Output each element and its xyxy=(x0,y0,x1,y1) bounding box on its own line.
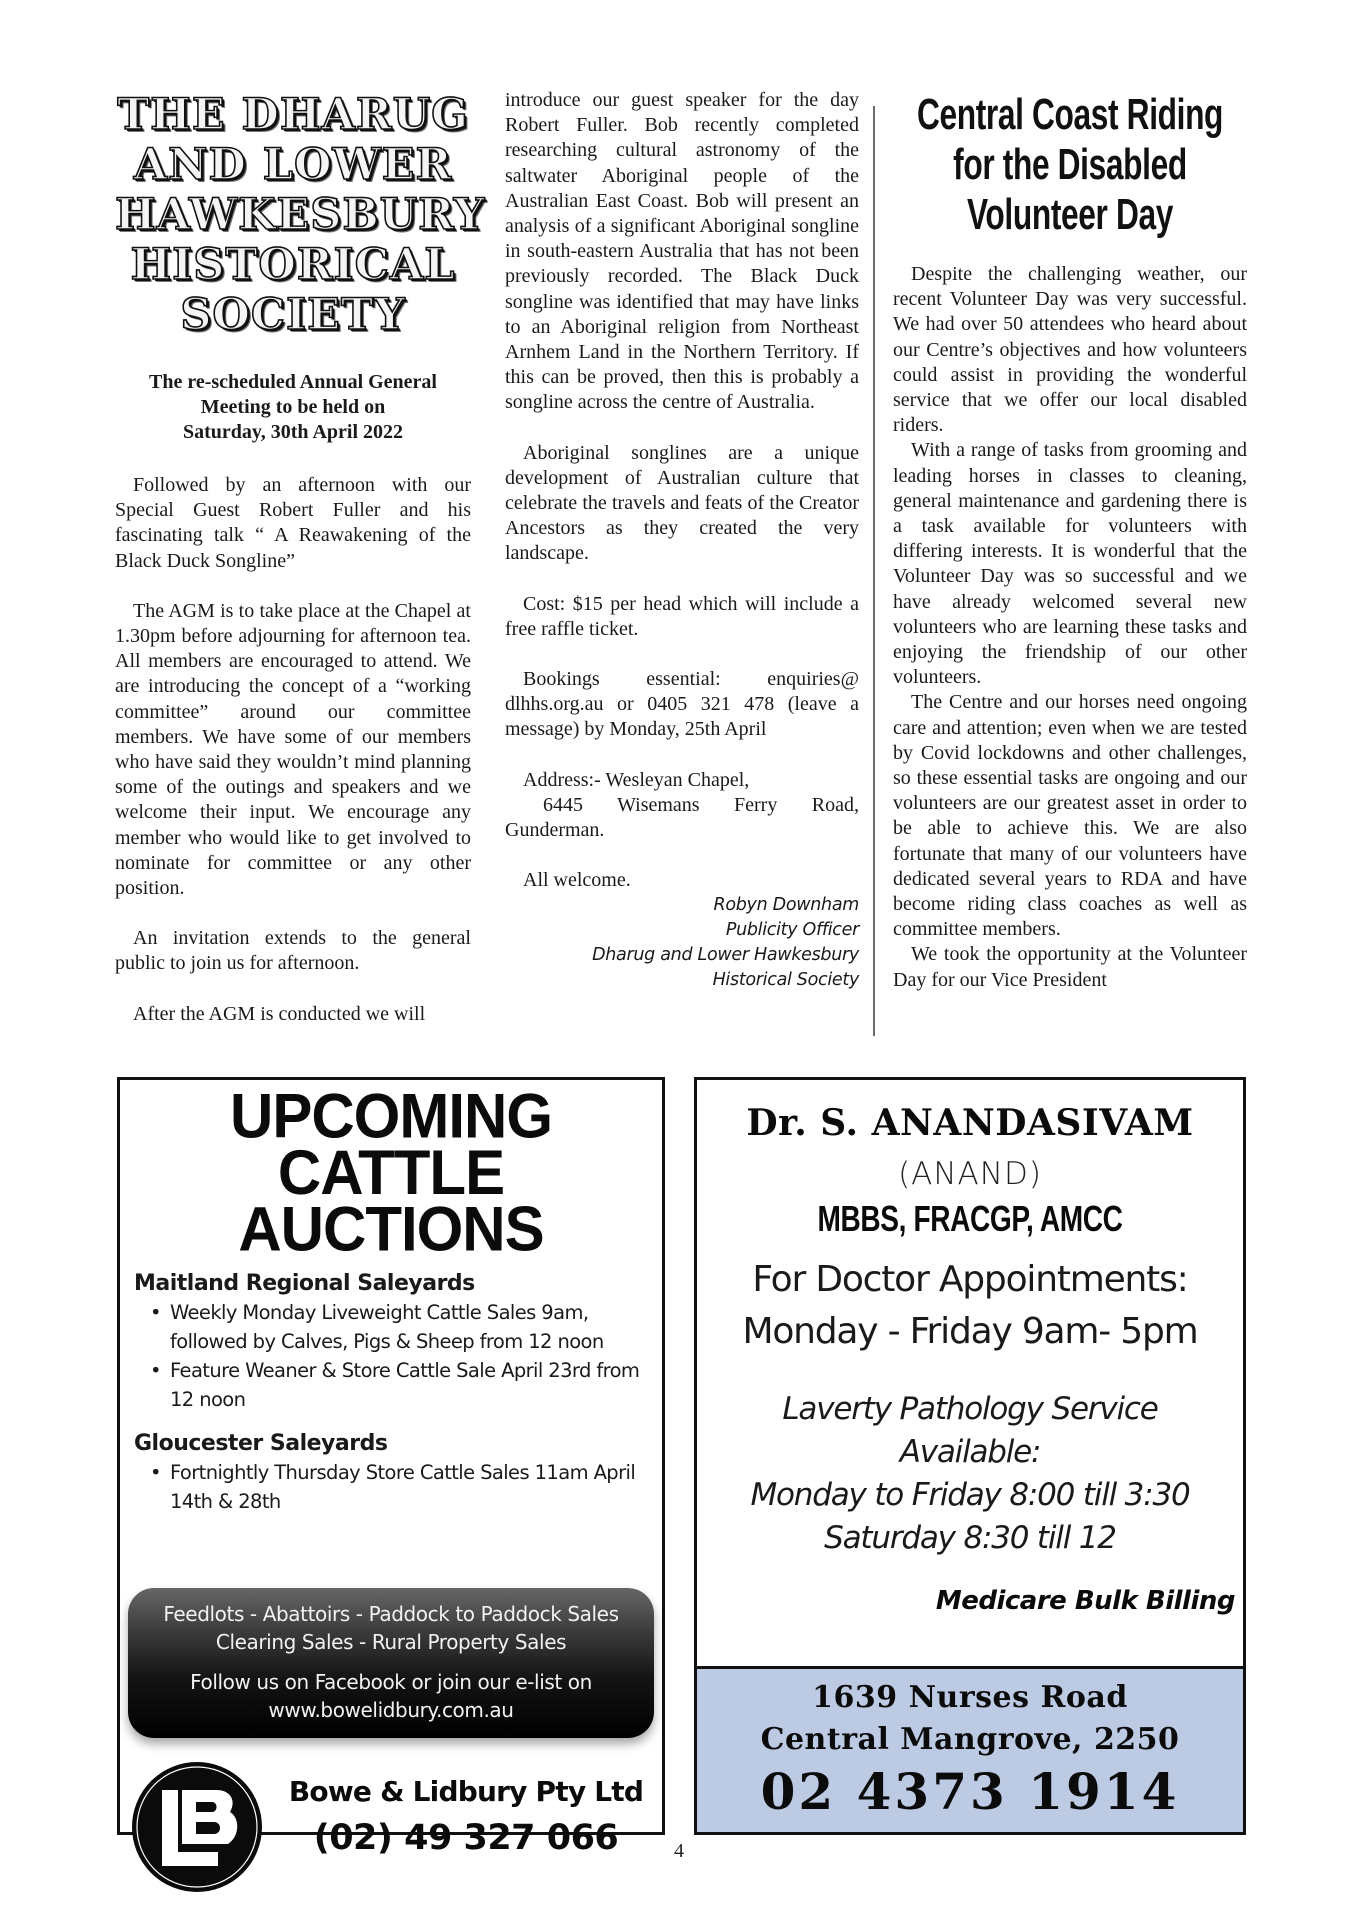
signature-org-cont: Historical Society xyxy=(712,970,859,991)
address-label: Address:- Wesleyan Chapel, xyxy=(523,768,750,791)
address-line: 6445 Wisemans Ferry Road, Gunderman. xyxy=(505,793,859,842)
dharug-article-column-1 xyxy=(115,88,486,1027)
signature-org: Dharug and Lower Hawkesbury xyxy=(592,945,859,966)
doctor-ad xyxy=(694,1077,1246,1835)
doctor-name: Dr. S. ANANDASIVAM xyxy=(746,1102,1194,1144)
website-link[interactable]: www.bowelidbury.com.au xyxy=(268,1698,514,1722)
address-street: 1639 Nurses Road xyxy=(812,1680,1128,1715)
appointment-hours: For Doctor Appointments: Monday - Friday 9am- 5pm xyxy=(742,1259,1198,1352)
article-paragraph: The Centre and our horses need ongoing care and attention; even when we are tested by Covid lockdowns and other challenges, so these essential tasks are ongoing and our volunteers are our greatest asset in order to be able to achieve this. We are also fortunate that many of our volunteers have dedicated several years to RDA and have become riding class coaches as well as committee members. xyxy=(893,691,1247,941)
signature-block xyxy=(505,893,859,993)
cost-paragraph: Cost: $15 per head which will include a free raffle ticket. xyxy=(505,592,859,640)
follow-line: Follow us on Facebook or join our e-list on xyxy=(190,1670,592,1694)
article-paragraph: The AGM is to take place at the Chapel at 1.30pm before adjourning for afternoon tea. All members are encouraged to attend. We are introducing the concept of a “working committee” around our committee members. We have some of our members who have said they wouldn’t mind planning some of the outings and speakers and we welcome their input. We encourage any member who would like to get involved to nominate for committee or any other position. xyxy=(115,599,471,900)
column-divider xyxy=(873,106,875,1036)
company-name: Bowe & Lidbury Pty Ltd xyxy=(288,1775,644,1808)
article-paragraph: With a range of tasks from grooming and leading horses in classes to cleaning, general maintenance and gardening there is a task available for volunteers with differing interests. It is wonderful that the Volunteer Day was so successful and we have already welcomed several new volunteers who are learning these tasks and enjoying the friendship of our other volunteers. xyxy=(893,439,1247,689)
cattle-auctions-ad xyxy=(117,1077,665,1858)
article-paragraph: Aboriginal songlines are a unique development of Australian culture that celebrate the travels and feats of the Creator Ancestors as they created the very landscape. xyxy=(505,441,859,565)
article-paragraph: After the AGM is conducted we will xyxy=(133,1002,426,1025)
company-phone[interactable]: (02) 49 327 066 xyxy=(313,1818,619,1858)
services-banner xyxy=(128,1588,654,1738)
billing-note: Medicare Bulk Billing xyxy=(935,1586,1235,1616)
doctor-phone[interactable]: 02 4373 1914 xyxy=(760,1762,1180,1821)
cattle-ad-headline: UPCOMING CATTLE AUCTIONS xyxy=(230,1080,552,1265)
article-paragraph: An invitation extends to the general public to join us for afternoon. xyxy=(115,927,471,975)
doctor-qualifications: MBBS, FRACGP, AMCC xyxy=(817,1198,1123,1239)
lb-logo-icon xyxy=(130,1760,264,1894)
article-paragraph: introduce our guest speaker for the day Robert Fuller. Bob recently completed researching cultural astronomy of the saltwater Aboriginal people of the Australian East Coast. Bob will present an analysis of a significant Aboriginal songline in south-eastern Australia that has not been previously recorded. The Black Duck songline was identified that may have links to an Aboriginal religion from Northeast Arnhem Land in the Northern Territory. If this can be proved, then this is probably a songline across the centre of Australia. xyxy=(505,89,859,414)
closing-line: All welcome. xyxy=(523,869,631,892)
article-paragraph: Followed by an afternoon with our Special Guest Robert Fuller and his fascinating talk “ A Reawakening of the Black Duck Songline” xyxy=(115,474,471,572)
agm-subtitle: The re-scheduled Annual General Meeting to be held on Saturday, 30th April 2022 xyxy=(149,371,437,443)
doctor-alias: (ANAND) xyxy=(898,1156,1042,1192)
dharug-article-title: THE DHARUG AND LOWER HAWKESBURY HISTORICAL SOCIETY xyxy=(115,90,486,340)
saleyard-name: Maitland Regional Saleyards xyxy=(134,1271,475,1296)
address-suburb: Central Mangrove, 2250 xyxy=(760,1722,1180,1757)
saleyard-name: Gloucester Saleyards xyxy=(134,1431,388,1456)
services-line: Feedlots - Abattoirs - Paddock to Paddock Sales xyxy=(163,1602,619,1626)
pathology-hours: Laverty Pathology Service Available: Monday to Friday 8:00 till 3:30 Saturday 8:30 till 12 xyxy=(750,1391,1190,1556)
riding-article-title: Central Coast Riding for the Disabled Volunteer Day xyxy=(916,90,1224,239)
riding-article-column xyxy=(893,90,1247,993)
sale-item: • Feature Weaner & Store Cattle Sale April 23rd from 12 noon xyxy=(150,1356,662,1414)
bookings-paragraph: Bookings essential: enquiries@ dlhhs.org.au or 0405 321 478 (leave a message) by Monday, 25th April xyxy=(505,668,859,741)
doctor-address-panel xyxy=(697,1666,1243,1832)
sale-item: • Fortnightly Thursday Store Cattle Sales 11am April 14th & 28th xyxy=(150,1458,662,1516)
signature-name: Robyn Downham xyxy=(713,895,859,916)
saleyard-list xyxy=(150,1298,662,1414)
dharug-article-column-2 xyxy=(505,88,859,993)
saleyard-list xyxy=(150,1458,662,1516)
services-line: Clearing Sales - Rural Property Sales xyxy=(215,1630,567,1654)
signature-role: Publicity Officer xyxy=(725,920,859,941)
article-paragraph: We took the opportunity at the Volunteer Day for our Vice President xyxy=(893,943,1247,991)
sale-item: • Weekly Monday Liveweight Cattle Sales 9am, followed by Calves, Pigs & Sheep from 12 noon xyxy=(150,1298,662,1356)
page-number: 4 xyxy=(674,1840,684,1862)
article-paragraph: Despite the challenging weather, our recent Volunteer Day was very successful. We had over 50 attendees who heard about our Centre’s objectives and how volunteers could assist in providing the wonderful service that we offer our local disabled riders. xyxy=(893,263,1247,437)
